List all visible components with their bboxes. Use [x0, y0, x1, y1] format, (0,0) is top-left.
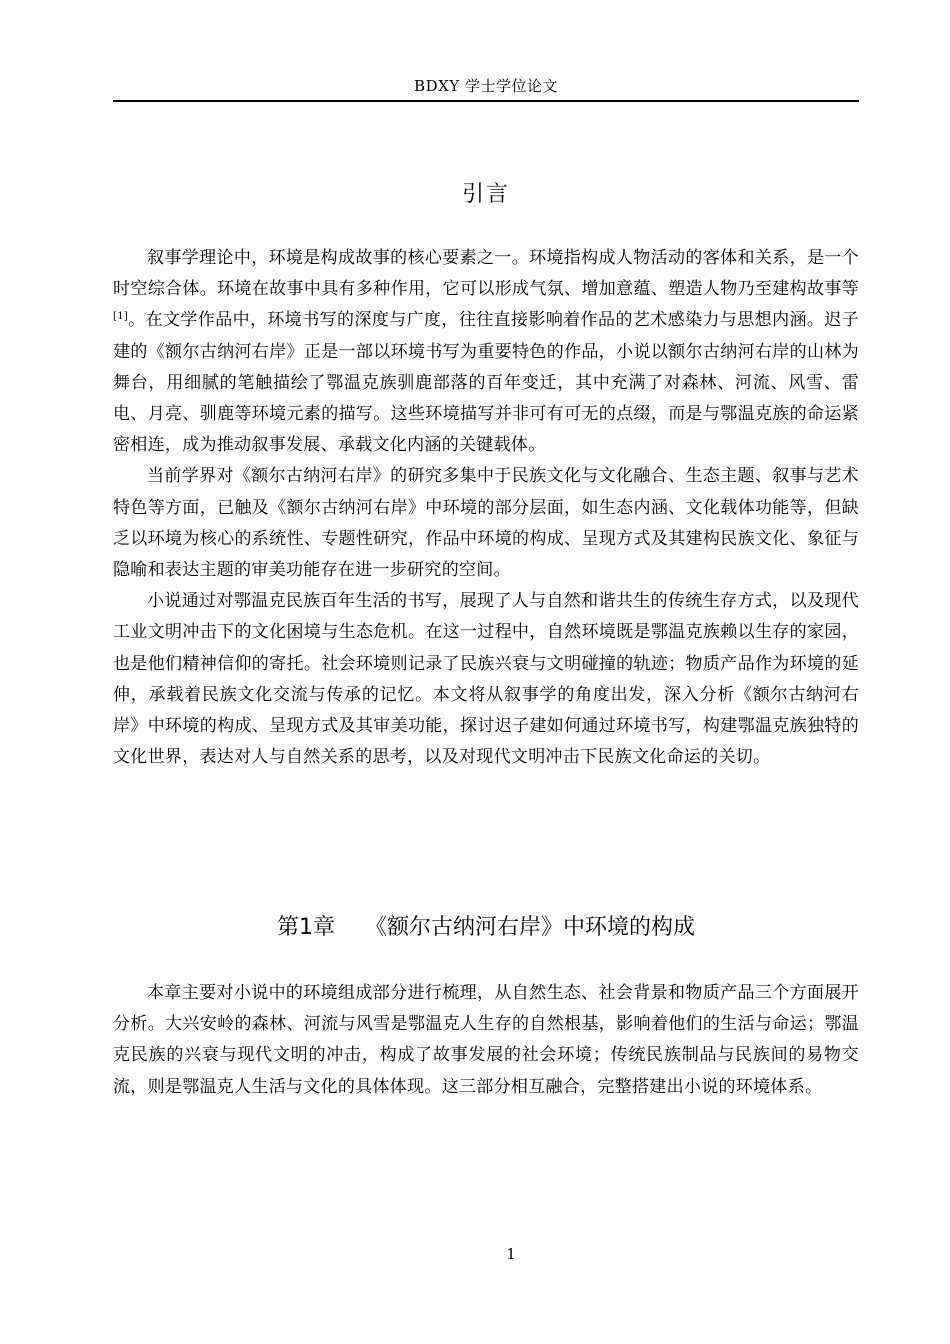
chapter-title: 《额尔古纳河右岸》中环境的构成 [364, 915, 695, 940]
citation-reference: [1] [113, 311, 129, 323]
intro-paragraph-1-text-b: 。在文学作品中，环境书写的深度与广度，往往直接影响着作品的艺术感染力与思想内涵。迟子建的《额尔古纳河右岸》正是一部以环境书写为重要特色的作品，小说以额尔古纳河右岸的山林为舞台，用细腻的笔触描绘了鄂温克族驯鹿部落的百年变迁，其中充满了对森林、河流、风雪、雷电、月亮、驯鹿等环境元素的描写。这些环境描写并非可有可无的点缀，而是与鄂温克族的命运紧密相连，成为推动叙事发展、承载文化内涵的关键载体。 [113, 310, 859, 456]
intro-paragraph-1 [113, 243, 859, 461]
chapter-number: 第1章 [276, 915, 335, 940]
header-rule [113, 100, 859, 102]
introduction-body [113, 243, 859, 773]
chapter-1-heading [113, 913, 859, 943]
intro-paragraph-3: 小说通过对鄂温克民族百年生活的书写，展现了人与自然和谐共生的传统生存方式，以及现代工业文明冲击下的文化困境与生态危机。在这一过程中，自然环境既是鄂温克族赖以生存的家园，也是他们精神信仰的寄托。社会环境则记录了民族兴衰与文明碰撞的轨迹；物质产品作为环境的延伸，承载着民族文化交流与传承的记忆。本文将从叙事学的角度出发，深入分析《额尔古纳河右岸》中环境的构成、呈现方式及其审美功能，探讨迟子建如何通过环境书写，构建鄂温克族独特的文化世界，表达对人与自然关系的思考，以及对现代文明冲击下民族文化命运的关切。 [113, 591, 859, 768]
chapter-1-body [113, 978, 859, 1103]
intro-paragraph-1-text-a: 叙事学理论中，环境是构成故事的核心要素之一。环境指构成人物活动的客体和关系，是一个时空综合体。环境在故事中具有多种作用，它可以形成气氛、增加意蕴、塑造人物乃至建构故事等 [113, 248, 859, 300]
intro-paragraph-2: 当前学界对《额尔古纳河右岸》的研究多集中于民族文化与文化融合、生态主题、叙事与艺术特色等方面，已触及《额尔古纳河右岸》中环境的部分层面，如生态内涵、文化载体功能等，但缺乏以环境为核心的系统性、专题性研究，作品中环境的构成、呈现方式及其建构民族文化、象征与隐喻和表达主题的审美功能存在进一步研究的空间。 [113, 466, 859, 581]
chapter-1-paragraph-1: 本章主要对小说中的环境组成部分进行梳理，从自然生态、社会背景和物质产品三个方面展开分析。大兴安岭的森林、河流与风雪是鄂温克人生存的自然根基，影响着他们的生活与命运；鄂温克民族的兴衰与现代文明的冲击，构成了故事发展的社会环境；传统民族制品与民族间的易物交流，则是鄂温克人生活与文化的具体体现。这三部分相互融合，完整搭建出小说的环境体系。 [113, 983, 859, 1097]
introduction-heading: 引言 [461, 182, 510, 207]
page-number: 1 [506, 1245, 516, 1263]
running-header: BDXY 学士学位论文 [414, 77, 558, 95]
